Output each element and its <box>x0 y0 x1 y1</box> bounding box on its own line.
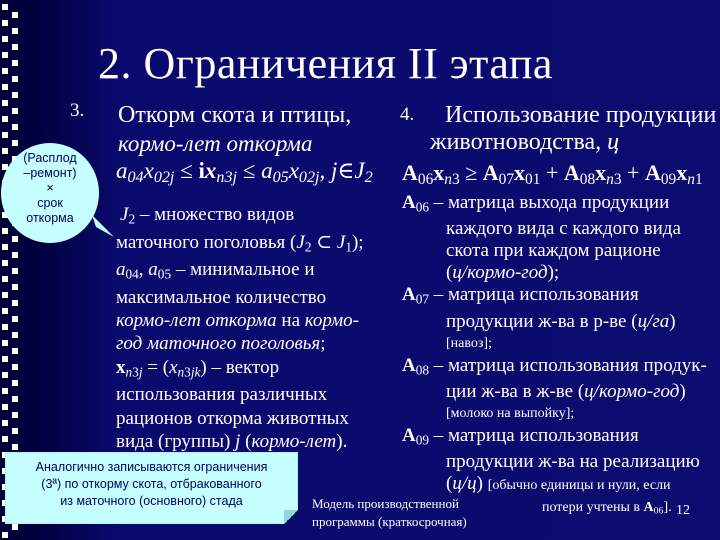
decorative-dot <box>12 268 18 274</box>
decorative-dot <box>12 300 18 306</box>
slide-title: 2. Ограничения II этапа <box>98 39 553 88</box>
right-heading-line-2: животноводства, ц <box>430 129 620 155</box>
right-line-14: потери учтены в $A_{06}$]. <box>542 500 672 517</box>
decorative-dot <box>2 84 8 90</box>
decorative-dot <box>2 132 8 138</box>
decorative-dot <box>2 340 8 346</box>
right-formula: $A_{06}x_{n3} \ge A_{07}x_{01} + A_{08}x_{n3} + A_{09}x_{n1}$ <box>402 160 703 188</box>
decorative-dot <box>12 140 18 146</box>
decorative-dot <box>2 260 8 266</box>
decorative-dot <box>12 12 18 18</box>
callout-bottom-fold <box>284 510 298 524</box>
decorative-dot <box>12 380 18 386</box>
decorative-dot <box>12 60 18 66</box>
decorative-dot <box>12 284 18 290</box>
decorative-dot <box>2 276 8 282</box>
left-desc-line-6: год маточного поголовья; <box>116 333 326 355</box>
right-description <box>402 192 707 523</box>
callout-bottom-note <box>5 452 298 524</box>
footer-note-line-2: программы (краткосрочная) <box>312 514 467 529</box>
decorative-dot <box>2 116 8 122</box>
right-line-8: $A_{08}$ – матрица использования продук- <box>402 354 707 377</box>
left-desc-line-5: кормо-лет откорма на кормо- <box>116 310 359 332</box>
left-description <box>116 203 364 453</box>
decorative-dot <box>2 532 8 538</box>
callout-left-line-4: срок <box>37 196 63 210</box>
callout-left-line-3: × <box>46 181 54 195</box>
callout-left-line-2: –ремонт) <box>23 166 77 180</box>
decorative-dot <box>12 108 18 114</box>
callout-left-line-5: откорма <box>26 211 74 225</box>
right-line-1: $A_{06}$ – матрица выхода продукции <box>402 192 670 215</box>
right-line-7: [навоз]; <box>446 335 492 351</box>
decorative-dot <box>12 428 18 434</box>
decorative-dot <box>2 100 8 106</box>
callout-bottom-line-2: (3ª) по откорму скота, отбракованного <box>41 477 262 491</box>
callout-bottom-line-3: из маточного (основного) стада <box>60 494 243 508</box>
right-line-5: $A_{07}$ – матрица использования <box>402 284 639 307</box>
right-line-6: продукции ж-ва в р-ве (ц/га) <box>446 310 676 332</box>
left-desc-line-10: вида (группы) j (кормо-лет). <box>116 430 348 452</box>
callout-left-oval <box>1 143 99 243</box>
decorative-dot <box>2 292 8 298</box>
decorative-dot <box>2 308 8 314</box>
decorative-dot <box>2 36 8 42</box>
decorative-dot <box>2 356 8 362</box>
decorative-dot <box>2 372 8 378</box>
decorative-dot <box>12 92 18 98</box>
decorative-dot <box>2 420 8 426</box>
callout-bottom-line-1: Аналогично записываются ограничения <box>35 460 268 474</box>
decorative-dot <box>12 348 18 354</box>
right-line-2: каждого вида с каждого вида <box>446 218 681 240</box>
decorative-dot <box>2 20 8 26</box>
decorative-dot <box>2 52 8 58</box>
footer-note-line-1: Модель производственной <box>312 496 459 511</box>
right-line-9: ции ж-ва в ж-ве (ц/кормо-год) <box>446 380 686 402</box>
decorative-dot <box>2 388 8 394</box>
decorative-dot <box>12 76 18 82</box>
right-line-11: $A_{09}$ – матрица использования <box>402 424 639 448</box>
right-line-4: (ц/кормо-год); <box>446 262 560 284</box>
left-subheading: кормо-лет откорма <box>118 131 313 156</box>
left-formula-text: $a_{04}x_{02j} \le ix_{n3j} \le a_{05}x_{02j}$, $j\in J_2$ <box>116 158 373 187</box>
left-desc-line-4: максимальное количество <box>116 286 327 308</box>
decorative-dot <box>12 28 18 34</box>
decorative-dot <box>12 444 18 450</box>
decorative-dot <box>2 244 8 250</box>
decorative-dot <box>2 436 8 442</box>
decorative-dot <box>12 44 18 50</box>
left-heading: Откорм скота и птицы, <box>118 102 352 128</box>
decorative-dot <box>12 236 18 242</box>
left-desc-line-1: $J_2$ – множество видов <box>120 204 295 227</box>
callout-left-pointer <box>92 215 116 241</box>
decorative-dot <box>2 404 8 410</box>
decorative-dot <box>12 364 18 370</box>
left-desc-line-7: $x_{n3j} = (x_{n3jk})$ – вектор <box>116 356 280 380</box>
left-formula <box>116 158 373 187</box>
decorative-dot <box>12 524 18 530</box>
decorative-dot <box>2 324 8 330</box>
right-item-number: 4. <box>400 104 415 125</box>
left-desc-line-8: использования различных <box>116 384 328 406</box>
decorative-dot <box>2 68 8 74</box>
left-item-number: 3. <box>70 100 85 121</box>
callout-left-line-1: (Расплод <box>23 151 77 165</box>
decorative-dot <box>12 316 18 322</box>
right-heading-line-1: Использование продукции <box>445 102 717 128</box>
decorative-dot <box>12 124 18 130</box>
decorative-dot <box>12 252 18 258</box>
left-desc-line-3: $a_{04}$, $a_{05}$ – минимальное и <box>116 259 315 282</box>
page-number: 12 <box>676 503 690 518</box>
right-line-3: скота при каждом рационе <box>446 240 661 262</box>
decorative-dot <box>2 228 8 234</box>
decorative-dot <box>2 4 8 10</box>
left-desc-line-9: рационов откорма животных <box>116 407 349 429</box>
decorative-dot <box>12 332 18 338</box>
decorative-dot <box>12 412 18 418</box>
right-line-12: продукции ж-ва на реализацию <box>446 451 700 473</box>
right-line-13: (ц/ц) [обычно единицы и нули, если <box>446 473 671 495</box>
decorative-dot <box>12 396 18 402</box>
right-line-10: [молоко на выпойку]; <box>446 405 575 421</box>
left-desc-line-2: маточного поголовья ($J_2$ ⊂ $J_1$); <box>116 231 364 254</box>
